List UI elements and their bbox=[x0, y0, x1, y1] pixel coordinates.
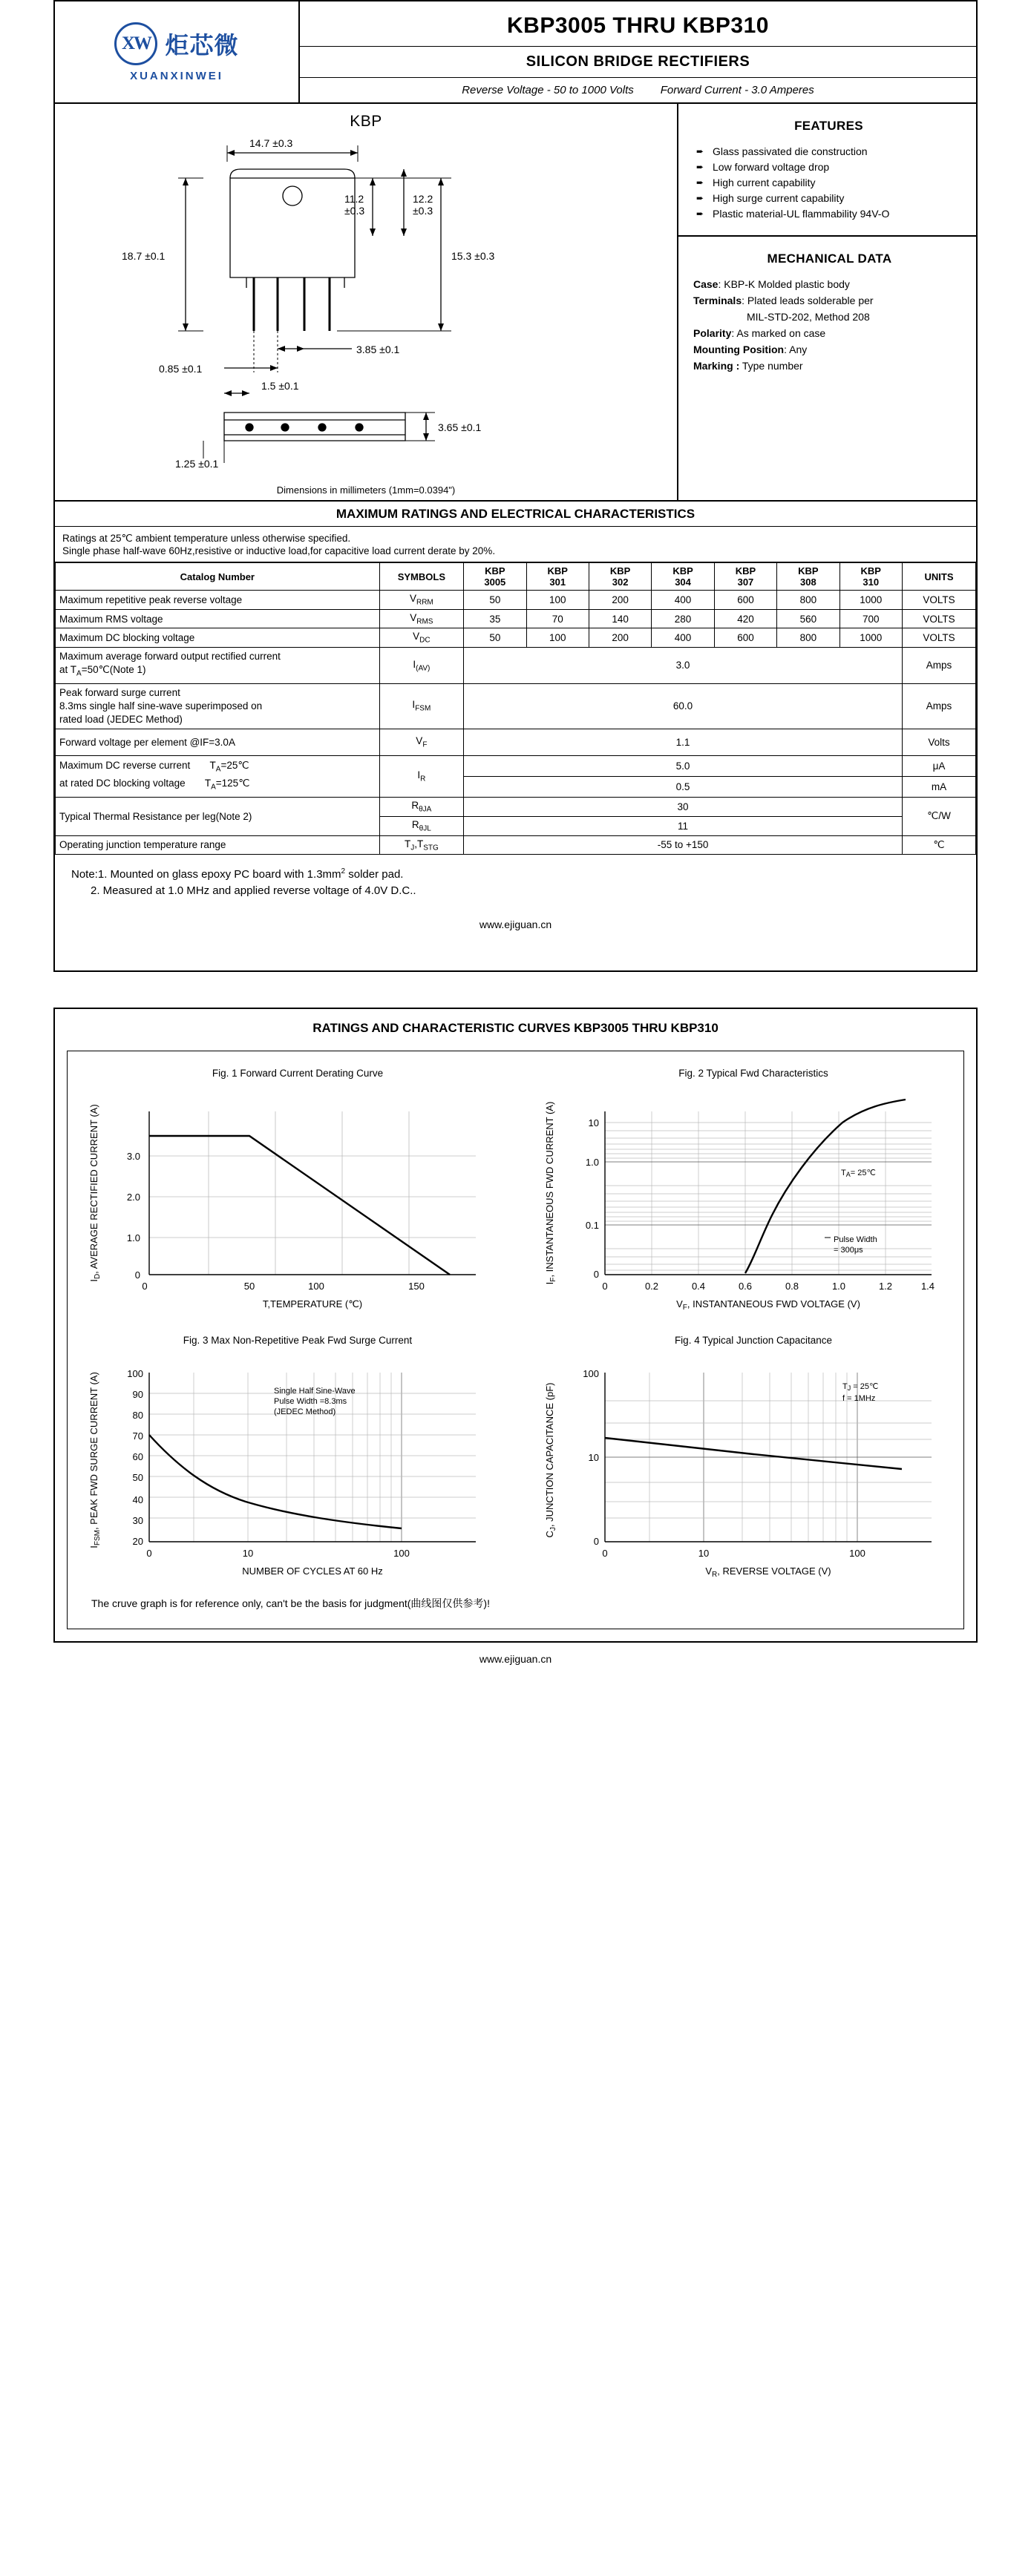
row-value: 140 bbox=[589, 609, 651, 628]
svg-text:1.4: 1.4 bbox=[920, 1281, 935, 1292]
svg-text:12.2: 12.2 bbox=[413, 193, 433, 205]
svg-text:= 300μs: = 300μs bbox=[834, 1246, 863, 1255]
drawing-and-specs bbox=[55, 104, 976, 502]
row-value: 200 bbox=[589, 628, 651, 648]
table-row bbox=[56, 755, 976, 776]
chart-fig3-svg bbox=[75, 1356, 520, 1579]
svg-text:100: 100 bbox=[308, 1281, 324, 1292]
row-desc: Maximum repetitive peak reverse voltage bbox=[56, 591, 380, 610]
row-symbol: $T_J,T_{STG}$ bbox=[379, 835, 464, 855]
svg-text:50: 50 bbox=[132, 1472, 143, 1484]
row-symbol: $I_{(AV)}$ bbox=[379, 648, 464, 684]
row-value: 70 bbox=[526, 609, 589, 628]
chart-fig3-annot-1: Single Half Sine-Wave bbox=[274, 1387, 356, 1396]
svg-text:15.3 ±0.3: 15.3 ±0.3 bbox=[451, 250, 495, 262]
mechanical-heading: MECHANICAL DATA bbox=[767, 252, 892, 266]
svg-text:3.65 ±0.1: 3.65 ±0.1 bbox=[438, 421, 482, 433]
row-desc: Maximum RMS voltage bbox=[56, 609, 380, 628]
chart-fig3-annot-3: (JEDEC Method) bbox=[274, 1407, 336, 1417]
page-subtitle: SILICON BRIDGE RECTIFIERS bbox=[300, 47, 976, 78]
svg-text:0: 0 bbox=[142, 1281, 148, 1292]
feature-item: ➨ Low forward voltage drop bbox=[696, 160, 966, 175]
logo-icon: XW bbox=[114, 22, 157, 65]
svg-text:0: 0 bbox=[134, 1269, 140, 1281]
svg-text:10: 10 bbox=[588, 1117, 599, 1129]
row-symbol: $V_F$ bbox=[379, 729, 464, 755]
mech-row bbox=[693, 277, 966, 292]
datasheet-page-1 bbox=[53, 0, 978, 972]
svg-text:1.2: 1.2 bbox=[878, 1281, 893, 1292]
svg-text:NUMBER OF CYCLES AT 60 Hz: NUMBER OF CYCLES AT 60 Hz bbox=[242, 1565, 383, 1577]
row-value: 1000 bbox=[839, 591, 902, 610]
header-ratings-note bbox=[300, 78, 976, 102]
svg-text:3.0: 3.0 bbox=[126, 1151, 140, 1163]
svg-text:0: 0 bbox=[146, 1548, 152, 1560]
table-row bbox=[56, 648, 976, 684]
col-part-0: KBP 3005 bbox=[464, 563, 526, 591]
row-desc: Peak forward surge current 8.3ms single half sine-wave superimposed on rated load (JEDEC Method) bbox=[56, 683, 380, 729]
row-value-span: 3.0 bbox=[464, 648, 903, 684]
col-units: UNITS bbox=[902, 563, 975, 591]
row-desc: Maximum DC blocking voltage bbox=[56, 628, 380, 648]
row-value: 420 bbox=[714, 609, 776, 628]
svg-text:80: 80 bbox=[132, 1410, 143, 1422]
chart-fig1 bbox=[72, 1057, 523, 1317]
feature-item: ➨ Plastic material-UL flammability 94V-O bbox=[696, 206, 966, 222]
row-symbol: $I_{FSM}$ bbox=[379, 683, 464, 729]
row-desc: Typical Thermal Resistance per leg(Note 2) bbox=[56, 798, 380, 835]
page-title: KBP3005 THRU KBP310 bbox=[300, 1, 976, 47]
mech-row bbox=[693, 293, 966, 308]
table-row bbox=[56, 835, 976, 855]
svg-text:20: 20 bbox=[132, 1536, 143, 1548]
svg-text:1.0: 1.0 bbox=[585, 1157, 599, 1169]
row-value: 1000 bbox=[839, 628, 902, 648]
col-part-1: KBP 301 bbox=[526, 563, 589, 591]
svg-text:VF, INSTANTANEOUS FWD VOLTAGE: $V_F$, INSTANTANEOUS FWD VOLTAGE (V) bbox=[676, 1298, 860, 1312]
svg-text:3.85 ±0.1: 3.85 ±0.1 bbox=[356, 344, 400, 355]
chart-fig2-annot-2: Pulse Width bbox=[834, 1235, 877, 1245]
svg-text:50: 50 bbox=[243, 1281, 255, 1292]
mech-label: Polarity bbox=[693, 327, 732, 339]
ratings-section-title: MAXIMUM RATINGS AND ELECTRICAL CHARACTERISTICS bbox=[55, 502, 976, 527]
row-unit: VOLTS bbox=[902, 609, 975, 628]
page2-url[interactable]: www.ejiguan.cn bbox=[479, 1653, 552, 1666]
chart-fig4-annot-1: TJ = 25℃ bbox=[842, 1382, 879, 1393]
features-heading: FEATURES bbox=[794, 119, 863, 133]
table-row bbox=[56, 729, 976, 755]
curves-footer-note: The cruve graph is for reference only, can't be the basis for judgment(曲线图仅供参考)! bbox=[91, 1597, 490, 1610]
datasheet-page-2 bbox=[53, 1008, 978, 1643]
svg-text:0: 0 bbox=[593, 1536, 599, 1548]
svg-text:1.25 ±0.1: 1.25 ±0.1 bbox=[175, 458, 219, 470]
svg-text:10: 10 bbox=[588, 1452, 599, 1464]
features-list bbox=[692, 144, 966, 222]
mechanical-data-section bbox=[678, 237, 976, 500]
chart-fig1-svg bbox=[75, 1089, 520, 1312]
header bbox=[55, 1, 976, 104]
mech-row bbox=[693, 358, 966, 373]
row-unit: Volts bbox=[902, 729, 975, 755]
table-row bbox=[56, 628, 976, 648]
svg-text:30: 30 bbox=[132, 1515, 143, 1527]
row-symbol: $V_{RMS}$ bbox=[379, 609, 464, 628]
row-desc: Maximum average forward output rectified current at $T_A=50℃(Note$ 1) bbox=[56, 648, 380, 684]
chart-fig1-xlabel: T,TEMPERATURE (℃) bbox=[262, 1298, 363, 1310]
row-value: 560 bbox=[777, 609, 839, 628]
table-row bbox=[56, 609, 976, 628]
svg-text:0: 0 bbox=[593, 1269, 599, 1281]
package-drawing-svg bbox=[55, 132, 678, 488]
row-value-span: 11 bbox=[464, 816, 903, 835]
mech-value: : Any bbox=[784, 344, 808, 355]
chart-fig3-annot-2: Pulse Width =8.3ms bbox=[274, 1397, 347, 1407]
ratings-note-line2: Single phase half-wave 60Hz,resistive or inductive load,for capacitive load current derate by 20%. bbox=[62, 545, 496, 556]
row-value: 800 bbox=[777, 591, 839, 610]
feature-item: ➨ Glass passivated die construction bbox=[696, 144, 966, 160]
row-symbol: $I_R$ bbox=[379, 755, 464, 797]
svg-text:0.8: 0.8 bbox=[785, 1281, 799, 1292]
svg-text:40: 40 bbox=[132, 1494, 143, 1506]
row-value: 400 bbox=[652, 628, 714, 648]
svg-text:100: 100 bbox=[583, 1368, 599, 1380]
reverse-voltage-note: Reverse Voltage - 50 to 1000 Volts bbox=[462, 84, 634, 96]
mech-value: Type number bbox=[739, 360, 803, 372]
svg-text:0.4: 0.4 bbox=[691, 1281, 706, 1292]
svg-text:2.0: 2.0 bbox=[126, 1192, 140, 1203]
chart-fig2-annot-1: TA= 25℃ bbox=[841, 1169, 876, 1179]
svg-text:10: 10 bbox=[698, 1548, 710, 1560]
row-value-span: 30 bbox=[464, 798, 903, 817]
mech-label: Marking : bbox=[693, 360, 740, 372]
chart-fig2-title: Fig. 2 Typical Fwd Characteristics bbox=[678, 1068, 828, 1080]
row-value: 35 bbox=[464, 609, 526, 628]
mech-row bbox=[693, 342, 966, 357]
ratings-note-line1: Ratings at 25℃ ambient temperature unless otherwise specified. bbox=[62, 533, 351, 544]
drawing-canvas bbox=[55, 132, 677, 496]
row-desc: Operating junction temperature range bbox=[56, 835, 380, 855]
col-part-2: KBP 302 bbox=[589, 563, 651, 591]
mech-value: : KBP-K Molded plastic body bbox=[718, 278, 850, 290]
col-part-5: KBP 308 bbox=[777, 563, 839, 591]
svg-text:1.0: 1.0 bbox=[126, 1232, 140, 1244]
row-symbol: $V_{RRM}$ bbox=[379, 591, 464, 610]
svg-text:0.85 ±0.1: 0.85 ±0.1 bbox=[159, 363, 203, 375]
svg-text:10: 10 bbox=[242, 1548, 254, 1560]
row-value-span: 60.0 bbox=[464, 683, 903, 729]
mech-value: MIL-STD-202, Method 208 bbox=[747, 311, 870, 323]
company-logo bbox=[55, 1, 300, 102]
col-catalog: Catalog Number bbox=[56, 563, 380, 591]
svg-text:IF, INSTANTANEOUS FWD CURRENT: $I_F$, INSTANTANEOUS FWD CURRENT (A) bbox=[544, 1101, 557, 1285]
row-unit: ℃/W bbox=[902, 798, 975, 835]
col-part-3: KBP 304 bbox=[652, 563, 714, 591]
row-value: 50 bbox=[464, 591, 526, 610]
row-value-span: 0.5 bbox=[464, 776, 903, 797]
ratings-conditions bbox=[55, 527, 976, 562]
mech-value: : Plated leads solderable per bbox=[742, 295, 874, 306]
col-part-4: KBP 307 bbox=[714, 563, 776, 591]
row-value-span: 1.1 bbox=[464, 729, 903, 755]
mech-label: Case bbox=[693, 278, 719, 290]
svg-text:0: 0 bbox=[602, 1281, 608, 1292]
drawing-caption: Dimensions in millimeters (1mm=0.0394") bbox=[276, 484, 456, 496]
svg-text:1.5 ±0.1: 1.5 ±0.1 bbox=[261, 380, 299, 392]
company-name-cn: 炬芯微 bbox=[165, 31, 239, 59]
page1-url[interactable]: www.ejiguan.cn bbox=[479, 919, 552, 931]
curves-container bbox=[67, 1051, 964, 1629]
row-value: 800 bbox=[777, 628, 839, 648]
row-unit: μA bbox=[902, 755, 975, 776]
mech-value: : As marked on case bbox=[731, 327, 826, 339]
svg-text:0.1: 0.1 bbox=[585, 1220, 599, 1232]
svg-text:1.0: 1.0 bbox=[831, 1281, 846, 1292]
svg-text:±0.3: ±0.3 bbox=[413, 205, 433, 217]
chart-fig4 bbox=[528, 1324, 979, 1584]
footnote-1: Note:1. Mounted on glass epoxy PC board with $1.3mm^2$ solder pad. bbox=[71, 867, 404, 881]
row-symbol: $R_{\theta JA}$ bbox=[379, 798, 464, 817]
row-unit: VOLTS bbox=[902, 591, 975, 610]
svg-text:60: 60 bbox=[132, 1451, 143, 1463]
row-value: 400 bbox=[652, 591, 714, 610]
svg-text:0.6: 0.6 bbox=[738, 1281, 753, 1292]
row-unit: Amps bbox=[902, 683, 975, 729]
feature-item: ➨ High surge current capability bbox=[696, 191, 966, 206]
row-symbol: $R_{\theta JL}$ bbox=[379, 816, 464, 835]
features-section bbox=[678, 104, 976, 237]
svg-text:100: 100 bbox=[393, 1548, 410, 1560]
row-unit: Amps bbox=[902, 648, 975, 684]
mech-label: Mounting Position bbox=[693, 344, 785, 355]
svg-text:90: 90 bbox=[132, 1389, 143, 1401]
feature-item: ➨ High current capability bbox=[696, 175, 966, 191]
row-value: 280 bbox=[652, 609, 714, 628]
chart-fig1-title: Fig. 1 Forward Current Derating Curve bbox=[212, 1068, 384, 1080]
chart-fig4-title: Fig. 4 Typical Junction Capacitance bbox=[674, 1335, 833, 1347]
row-unit: VOLTS bbox=[902, 628, 975, 648]
row-unit: ℃ bbox=[902, 835, 975, 855]
dim-width-top: 14.7 ±0.3 bbox=[249, 137, 293, 149]
svg-text:±0.3: ±0.3 bbox=[344, 205, 365, 217]
row-value: 700 bbox=[839, 609, 902, 628]
col-symbols: SYMBOLS bbox=[379, 563, 464, 591]
svg-text:150: 150 bbox=[408, 1281, 425, 1292]
col-part-6: KBP 310 bbox=[839, 563, 902, 591]
row-value: 100 bbox=[526, 591, 589, 610]
row-value: 100 bbox=[526, 628, 589, 648]
svg-text:18.7 ±0.1: 18.7 ±0.1 bbox=[122, 250, 166, 262]
row-value: 600 bbox=[714, 628, 776, 648]
company-name-pinyin: XUANXINWEI bbox=[130, 69, 223, 82]
svg-text:100: 100 bbox=[849, 1548, 865, 1560]
table-row bbox=[56, 591, 976, 610]
row-value-span: 5.0 bbox=[464, 755, 903, 776]
footnote-2: 2. Measured at 1.0 MHz and applied reverse voltage of 4.0V D.C.. bbox=[91, 884, 416, 898]
table-footnotes bbox=[55, 855, 976, 907]
specifications-table bbox=[55, 562, 976, 855]
row-unit: mA bbox=[902, 776, 975, 797]
mech-row bbox=[693, 326, 966, 341]
mech-row bbox=[693, 309, 966, 324]
table-row bbox=[56, 798, 976, 817]
chart-fig2 bbox=[528, 1057, 979, 1317]
svg-text:70: 70 bbox=[132, 1430, 143, 1442]
forward-current-note: Forward Current - 3.0 Amperes bbox=[660, 84, 814, 96]
row-value: 600 bbox=[714, 591, 776, 610]
table-row bbox=[56, 683, 976, 729]
svg-text:100: 100 bbox=[127, 1368, 143, 1380]
row-desc: Maximum DC reverse current $T_A=25℃$ at rated DC blocking voltage $T_A=125℃$ bbox=[56, 755, 380, 797]
table-header-row bbox=[56, 563, 976, 591]
svg-text:11.2: 11.2 bbox=[344, 193, 364, 205]
chart-fig4-annot-2: f = 1MHz bbox=[842, 1394, 876, 1404]
row-symbol: $V_{DC}$ bbox=[379, 628, 464, 648]
svg-text:IFSM, PEAK FWD SURGE CURRENT (: $I_{FSM}$, PEAK FWD SURGE CURRENT (A) bbox=[88, 1372, 102, 1548]
mech-label: Terminals bbox=[693, 295, 742, 306]
chart-fig3 bbox=[72, 1324, 523, 1584]
package-drawing bbox=[55, 104, 678, 500]
chart-fig3-title: Fig. 3 Max Non-Repetitive Peak Fwd Surge Current bbox=[183, 1335, 413, 1347]
svg-text:VR, REVERSE VOLTAGE (V): $V_R$, REVERSE VOLTAGE (V) bbox=[705, 1565, 831, 1580]
svg-text:0: 0 bbox=[602, 1548, 608, 1560]
chart-fig4-svg bbox=[531, 1356, 976, 1579]
row-value: 200 bbox=[589, 591, 651, 610]
chart-fig1-ylabel: $I_D$, AVERAGE RECTIFIED CURRENT (A) bbox=[88, 1104, 102, 1282]
row-value-span: -55 to +150 bbox=[464, 835, 903, 855]
svg-text:0.2: 0.2 bbox=[644, 1281, 659, 1292]
svg-text:CJ, JUNCTION CAPACITANCE (pF): $C_J$, JUNCTION CAPACITANCE (pF) bbox=[544, 1382, 557, 1538]
row-value: 50 bbox=[464, 628, 526, 648]
drawing-title: KBP bbox=[350, 113, 382, 130]
chart-fig2-svg bbox=[531, 1089, 976, 1312]
page2-title: RATINGS AND CHARACTERISTIC CURVES KBP3005 THRU KBP310 bbox=[312, 1021, 719, 1036]
row-desc: Forward voltage per element @IF=3.0A bbox=[56, 729, 380, 755]
